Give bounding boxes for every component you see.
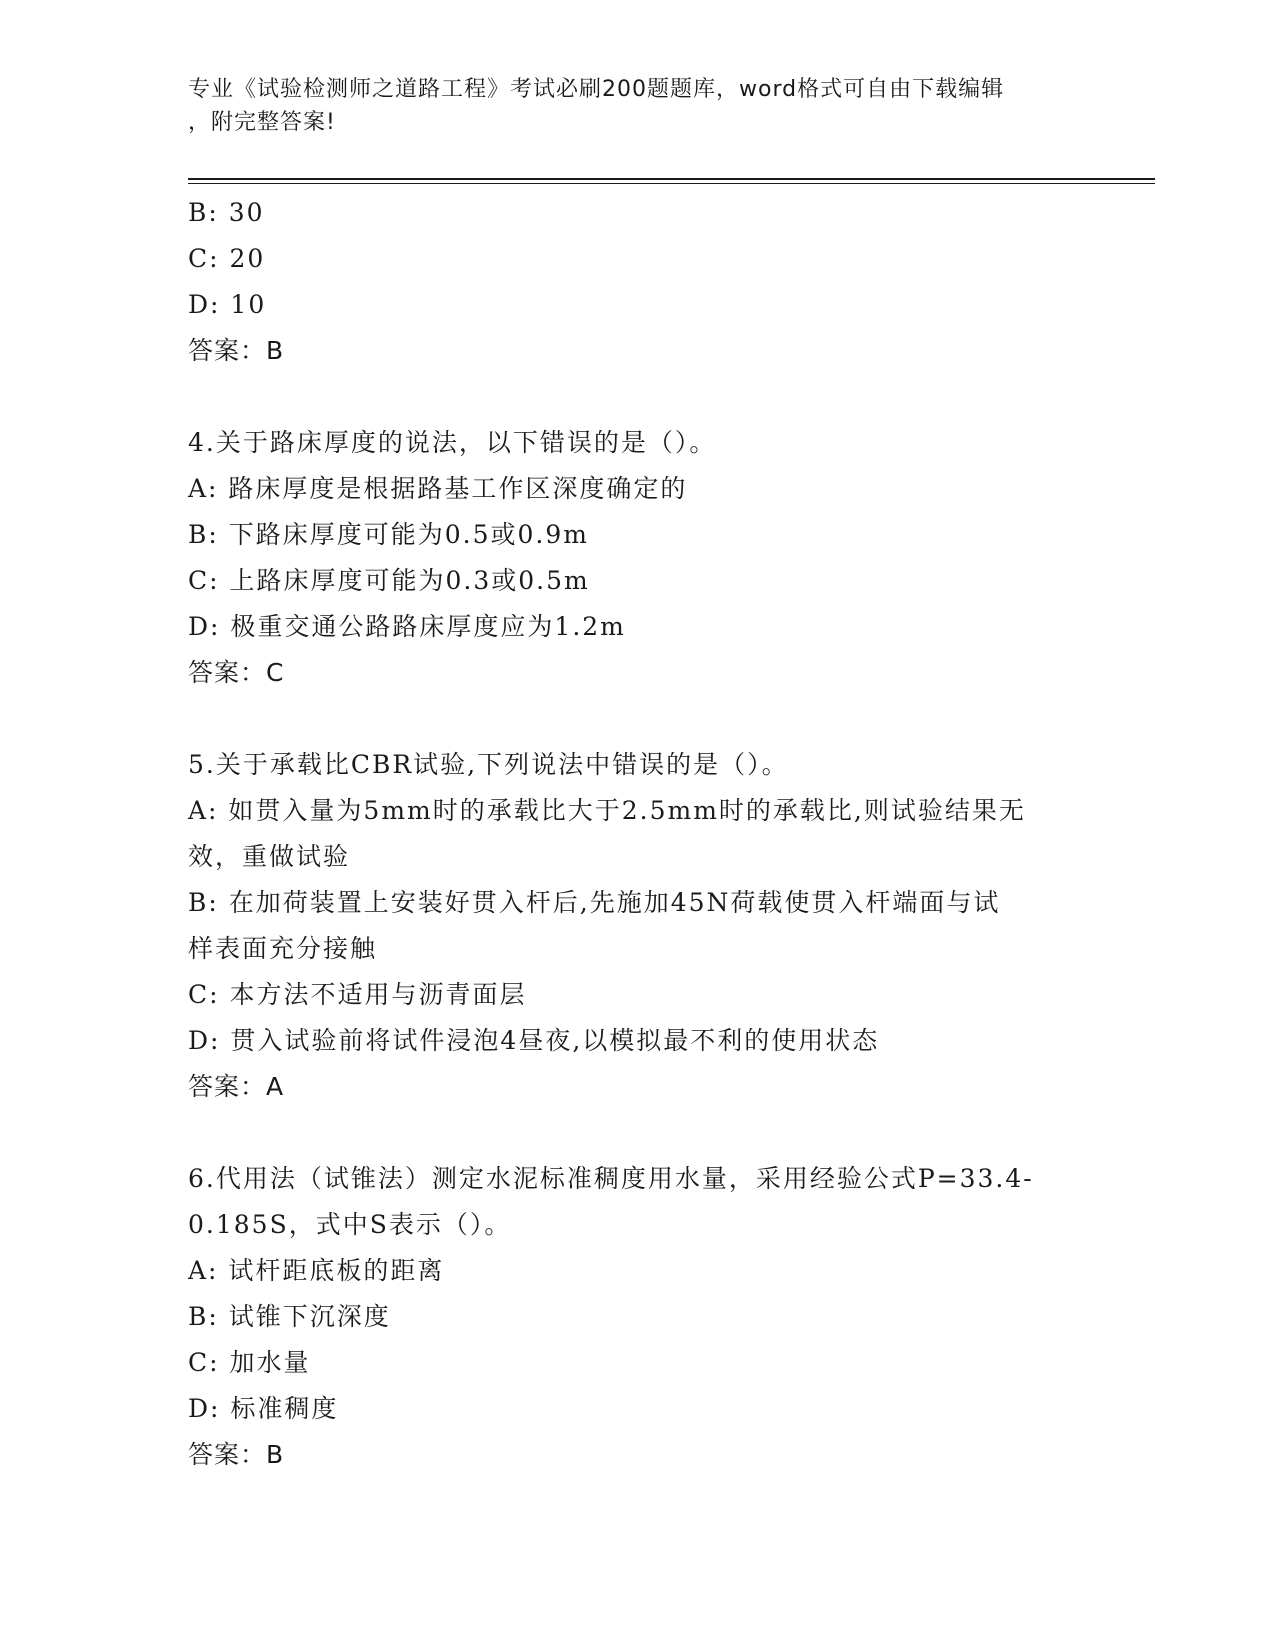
option-a-line-1: A: 如贯入量为5mm时的承载比大于2.5mm时的承载比,则试验结果无 [188, 796, 1026, 825]
document-header [188, 73, 1088, 139]
answer-line: 答案：C [188, 658, 285, 687]
question-text-line-2: 0.185S，式中S表示（）。 [188, 1210, 512, 1239]
option-d: D: 10 [188, 290, 267, 319]
answer-line: 答案：A [188, 1072, 285, 1101]
question-6-block [188, 1156, 1088, 1478]
option-a-line-2: 效，重做试验 [188, 842, 351, 871]
option-b-line-2: 样表面充分接触 [188, 934, 378, 963]
document-body [188, 190, 1088, 1478]
question-text: 5.关于承载比CBR试验,下列说法中错误的是（）。 [188, 750, 789, 779]
question-3-block [188, 190, 1088, 374]
header-line-1: 专业《试验检测师之道路工程》考试必刷200题题库，word格式可自由下载编辑 [188, 77, 1005, 102]
spacer [188, 374, 1088, 420]
header-line-2: ，附完整答案! [188, 110, 336, 135]
option-d: D: 极重交通公路路床厚度应为1.2m [188, 612, 626, 641]
option-c: C: 20 [188, 244, 266, 273]
option-b: B: 下路床厚度可能为0.5或0.9m [188, 520, 589, 549]
question-5-block [188, 742, 1088, 1110]
question-text: 4.关于路床厚度的说法，以下错误的是（）。 [188, 428, 717, 457]
option-a: A: 路床厚度是根据路基工作区深度确定的 [188, 474, 688, 503]
option-b: B: 试锥下沉深度 [188, 1302, 391, 1331]
question-4-block [188, 420, 1088, 696]
option-c: C: 上路床厚度可能为0.3或0.5m [188, 566, 590, 595]
option-a: A: 试杆距底板的距离 [188, 1256, 445, 1285]
header-divider-thin [188, 183, 1155, 184]
option-b: B: 30 [188, 198, 265, 227]
option-b-line-1: B: 在加荷装置上安装好贯入杆后,先施加45N荷载使贯入杆端面与试 [188, 888, 1001, 917]
spacer [188, 1110, 1088, 1156]
answer-line: 答案：B [188, 1440, 285, 1469]
header-divider-thick [188, 178, 1155, 180]
option-c: C: 本方法不适用与沥青面层 [188, 980, 527, 1009]
option-d: D: 贯入试验前将试件浸泡4昼夜,以模拟最不利的使用状态 [188, 1026, 880, 1055]
question-text-line-1: 6.代用法（试锥法）测定水泥标准稠度用水量，采用经验公式P=33.4- [188, 1164, 1034, 1193]
option-d: D: 标准稠度 [188, 1394, 339, 1423]
spacer [188, 696, 1088, 742]
option-c: C: 加水量 [188, 1348, 311, 1377]
answer-line: 答案：B [188, 336, 285, 365]
